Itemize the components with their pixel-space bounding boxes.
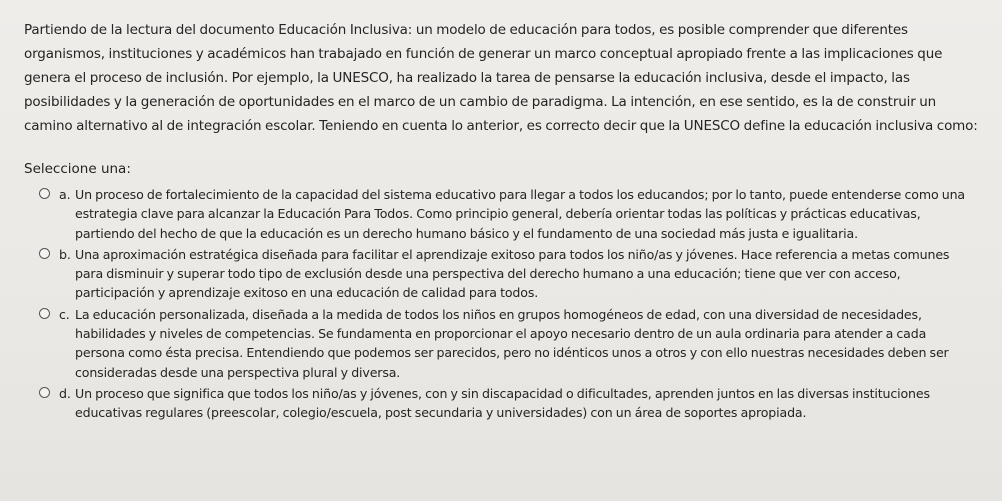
option-letter: a. — [59, 187, 71, 202]
option-c[interactable] — [24, 305, 978, 382]
question-text: Partiendo de la lectura del documento Educación Inclusiva: un modelo de educación para todos, es posible comprender que diferentes organismos, instituciones y académicos han trabajado en función de generar un marco conceptual apropiado frente a las implicaciones que genera el proceso de inclusión. Por ejemplo, la UNESCO, ha realizado la tarea de pensarse la educación inclusiva, desde el impacto, las posibilidades y la generación de oportunidades en el marco de un cambio de paradigma. La intención, en ese sentido, es la de construir un camino alternativo al de integración escolar. Teniendo en cuenta lo anterior, es correcto decir que la UNESCO define la educación inclusiva como: — [24, 22, 978, 134]
option-b[interactable] — [24, 245, 978, 303]
option-a[interactable] — [24, 185, 978, 243]
option-d[interactable] — [24, 384, 978, 423]
option-letter: d. — [59, 385, 71, 401]
option-text: Una aproximación estratégica diseñada para facilitar el aprendizaje exitoso para todos los niño/as y jóvenes. Hace referencia a metas comunes para disminuir y superar todo tipo de exclusión desde una perspectiva del derecho humano a una educación; tiene que ver con acceso, participación y aprendizaje exitoso en una educación de calidad para todos. — [75, 246, 950, 301]
option-letter: b. — [59, 246, 71, 262]
option-text: Un proceso de fortalecimiento de la capacidad del sistema educativo para llegar a todos los educandos; por lo tanto, puede entenderse como una estrategia clave para alcanzar la Educación Para Todos. Como principio general, debería orientar todas las políticas y prácticas educativas, partiendo del hecho de que la educación es un derecho humano básico y el fundamento de una sociedad más justa e igualitaria. — [75, 187, 965, 241]
radio-button-b[interactable] — [39, 248, 50, 259]
option-text: Un proceso que significa que todos los niño/as y jóvenes, con y sin discapacidad o dificultades, aprenden juntos en las diversas instituciones educativas regulares (preescolar, colegio/escuela, post secundaria y universidades) con un área de soportes apropiada. — [75, 385, 930, 421]
radio-button-c[interactable] — [39, 308, 50, 319]
option-text: La educación personalizada, diseñada a la medida de todos los niños en grupos homogéneos de edad, con una diversidad de necesidades, habilidades y niveles de competencias. Se fundamenta en proporcionar el apoyo necesario dentro de un aula ordinaria para atender a cada persona como ésta precisa. Entendiendo que podemos ser parecidos, pero no idénticos unos a otros y con ello nuestras necesidades deben ser consideradas desde una perspectiva plural y diversa. — [75, 306, 949, 380]
radio-button-a[interactable] — [39, 188, 50, 199]
select-one-prompt: Seleccione una: — [24, 161, 131, 177]
radio-button-d[interactable] — [39, 387, 50, 398]
option-letter: c. — [59, 306, 70, 322]
answer-options — [24, 185, 978, 423]
